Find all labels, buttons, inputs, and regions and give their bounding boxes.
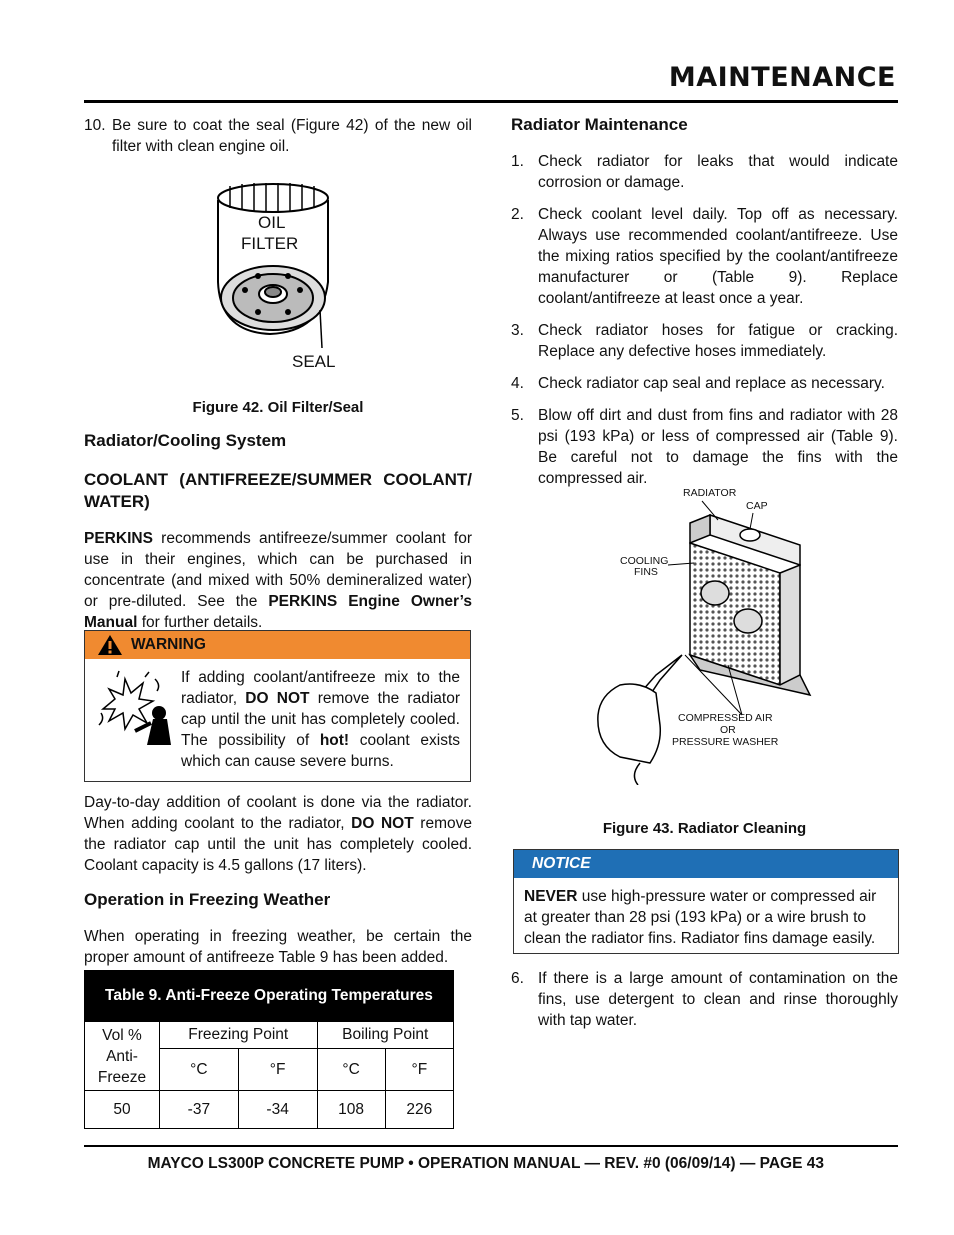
heading-radiator-maintenance: Radiator Maintenance <box>511 115 688 134</box>
or-label: OR <box>720 724 736 736</box>
warning-header: WARNING <box>85 631 470 659</box>
cell-boiling-f: 226 <box>385 1091 453 1129</box>
figure-43-caption: Figure 43. Radiator Cleaning <box>602 820 807 837</box>
list-item: 1. Check radiator for leaks that would indicate corrosion or damage. <box>511 153 898 191</box>
oil-filter-figure <box>200 172 360 372</box>
radiator-steps-list <box>511 151 898 500</box>
warning-box <box>84 630 471 782</box>
cooling-label: COOLING <box>620 555 669 567</box>
unit-boiling-c: °C <box>317 1049 385 1091</box>
list-item: 4. Check radiator cap seal and replace as necessary. <box>511 375 885 392</box>
list-item: 3. Check radiator hoses for fatigue or cracking. Replace any defective hoses immediately. <box>511 322 898 360</box>
pressure-washer-label: PRESSURE WASHER <box>672 736 779 748</box>
col-vol-antifreeze: Vol % Anti- Freeze <box>85 1022 160 1091</box>
compressed-air-label: COMPRESSED AIR <box>678 712 773 724</box>
seal-label: SEAL <box>292 352 336 371</box>
figure-42-caption: Figure 42. Oil Filter/Seal <box>192 399 364 416</box>
radiator-step-6 <box>511 968 898 1042</box>
footer-rule <box>84 1145 898 1147</box>
day-to-day-paragraph: Day-to-day addition of coolant is done via the radiator. When adding coolant to the radiator, DO NOT remove the radiator cap until the unit has completely cooled. Coolant capacity is 4.5 gallons (17 liters). <box>84 794 472 874</box>
heading-radiator-cooling: Radiator/Cooling System <box>84 431 287 450</box>
heading-freezing: Operation in Freezing Weather <box>84 890 331 909</box>
list-item: 5. Blow off dirt and dust from fins and radiator with 28 psi (193 kPa) or less of compressed air (Table 9). Be careful not to damage the fins with the compressed air. <box>511 407 898 487</box>
table-title: Table 9. Anti-Freeze Operating Temperatures <box>85 971 454 1022</box>
freezing-paragraph: When operating in freezing weather, be certain the proper amount of antifreeze Table 9 has been added. <box>84 928 472 966</box>
perkins-paragraph: PERKINS recommends antifreeze/summer coolant for use in their engines, which can be purchased in concentrate (and mixed with 50% demineralized water) or pre-diluted. See the PERKINS Engine Owner’s Manual for further details. <box>84 530 472 631</box>
page-footer: MAYCO LS300P CONCRETE PUMP • OPERATION MANUAL — REV. #0 (06/09/14) — PAGE 43 <box>147 1155 824 1172</box>
unit-freezing-c: °C <box>160 1049 239 1091</box>
warning-triangle-icon <box>97 634 123 656</box>
list-item: 2. Check coolant level daily. Top off as necessary. Always use recommended coolant/antifreeze. Use the mixing ratios specified by the coolant/antifreeze manufacturer or (Table 9). Replace coolant/antifreeze at least once a year. <box>511 206 898 307</box>
page-title: MAINTENANCE <box>668 62 896 93</box>
filter-label: FILTER <box>241 234 299 253</box>
heading-coolant: COOLANT (ANTIFREEZE/SUMMER COOLANT/ WATER) <box>84 470 472 511</box>
notice-header: NOTICE <box>514 850 898 878</box>
unit-boiling-f: °F <box>385 1049 453 1091</box>
header-rule <box>84 100 898 103</box>
cell-freezing-c: -37 <box>160 1091 239 1129</box>
warning-text: If adding coolant/antifreeze mix to the radiator, DO NOT remove the radiator cap until the unit has completely cooled. The possibility of hot! coolant exists which can cause severe burns. <box>181 669 460 770</box>
notice-box <box>513 849 899 954</box>
antifreeze-table <box>84 970 454 1129</box>
cap-label: CAP <box>746 500 768 512</box>
radiator-label: RADIATOR <box>683 487 737 499</box>
table-row <box>85 1091 454 1129</box>
cell-vol: 50 <box>85 1091 160 1129</box>
notice-text: NEVER use high-pressure water or compressed air at greater than 28 psi (193 kPa) or a wire brush to clean the radiator fins. Radiator fins damage easily. <box>524 888 877 947</box>
hot-coolant-burn-icon <box>95 669 175 749</box>
cell-boiling-c: 108 <box>317 1091 385 1129</box>
step-10: 10. Be sure to coat the seal (Figure 42) of the new oil filter with clean engine oil. <box>84 117 472 155</box>
col-boiling-point: Boiling Point <box>317 1022 453 1049</box>
col-freezing-point: Freezing Point <box>160 1022 318 1049</box>
fins-label: FINS <box>634 566 658 578</box>
cell-freezing-f: -34 <box>238 1091 317 1129</box>
oil-label: OIL <box>258 213 286 232</box>
list-item: 6. If there is a large amount of contamination on the fins, use detergent to clean and rinse thoroughly with tap water. <box>511 970 898 1029</box>
unit-freezing-f: °F <box>238 1049 317 1091</box>
